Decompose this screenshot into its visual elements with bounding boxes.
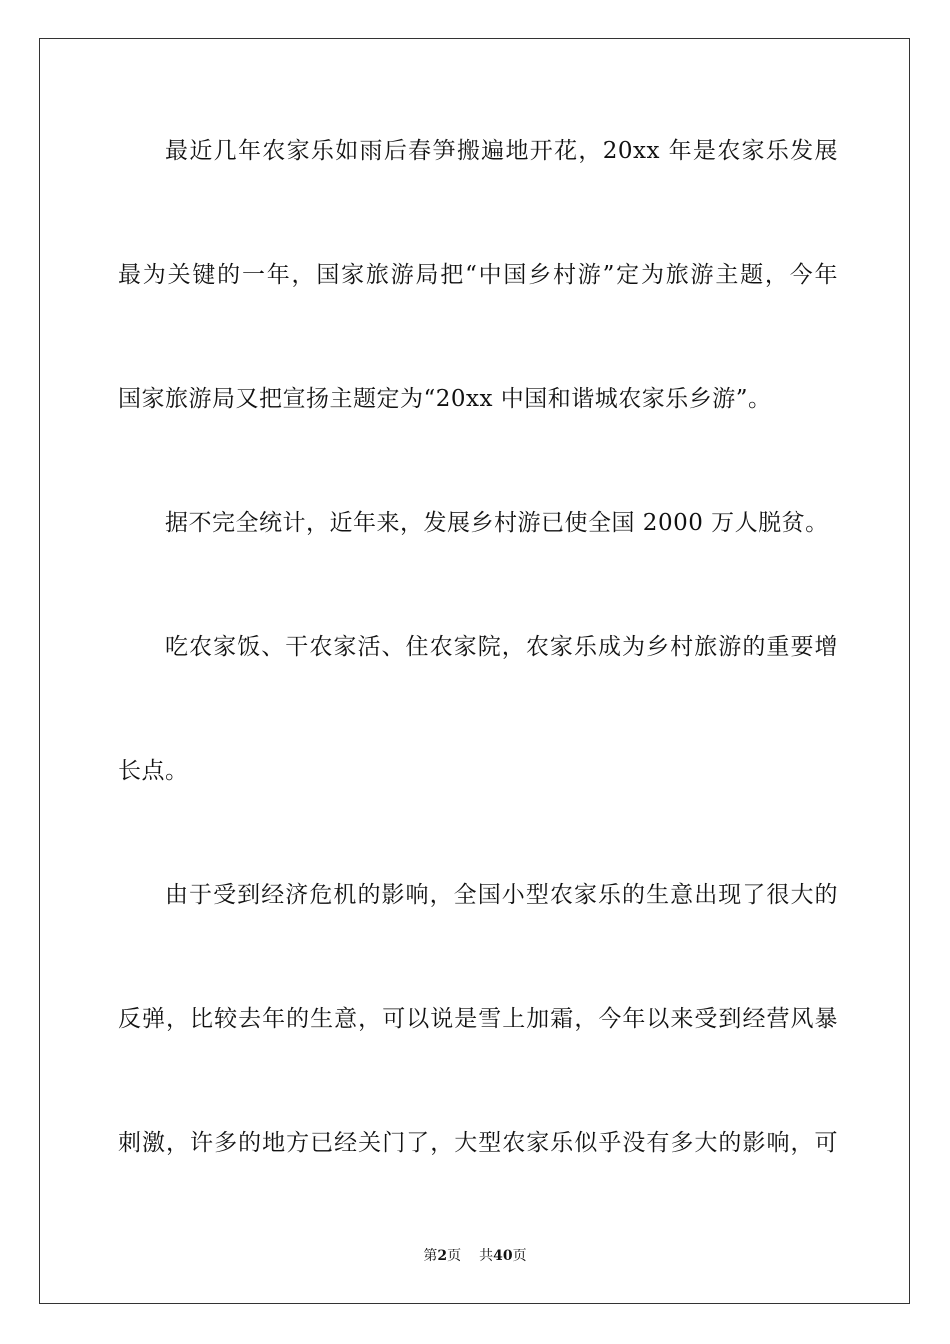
footer-total-pages: 40 xyxy=(493,1248,513,1264)
paragraph-line: 刺激，许多的地方已经关门了，大型农家乐似乎没有多大的影响，可 xyxy=(118,1130,838,1156)
paragraph-line: 反弹，比较去年的生意，可以说是雪上加霜，今年以来受到经营风暴 xyxy=(118,1006,838,1032)
page-border xyxy=(39,38,910,1304)
paragraph-line: 据不完全统计，近年来，发展乡村游已使全国 2000 万人脱贫。 xyxy=(165,510,829,536)
paragraph-line: 最近几年农家乐如雨后春笋搬遍地开花，20xx 年是农家乐发展 xyxy=(165,138,838,164)
paragraph-line: 长点。 xyxy=(118,758,189,784)
footer-page-prefix: 第 xyxy=(423,1248,438,1264)
paragraph-line: 由于受到经济危机的影响，全国小型农家乐的生意出现了很大的 xyxy=(165,882,838,908)
footer-total-prefix: 共 xyxy=(479,1248,494,1264)
footer-total-suffix: 页 xyxy=(512,1248,527,1264)
page-footer xyxy=(0,1246,950,1266)
paragraph-line: 吃农家饭、干农家活、住农家院，农家乐成为乡村旅游的重要增 xyxy=(165,634,838,660)
footer-page-suffix: 页 xyxy=(447,1248,462,1264)
paragraph-line: 最为关键的一年，国家旅游局把“中国乡村游”定为旅游主题，今年 xyxy=(118,262,838,288)
paragraph-line: 国家旅游局又把宣扬主题定为“20xx 中国和谐城农家乐乡游”。 xyxy=(118,386,772,412)
footer-page-number: 2 xyxy=(437,1248,448,1264)
